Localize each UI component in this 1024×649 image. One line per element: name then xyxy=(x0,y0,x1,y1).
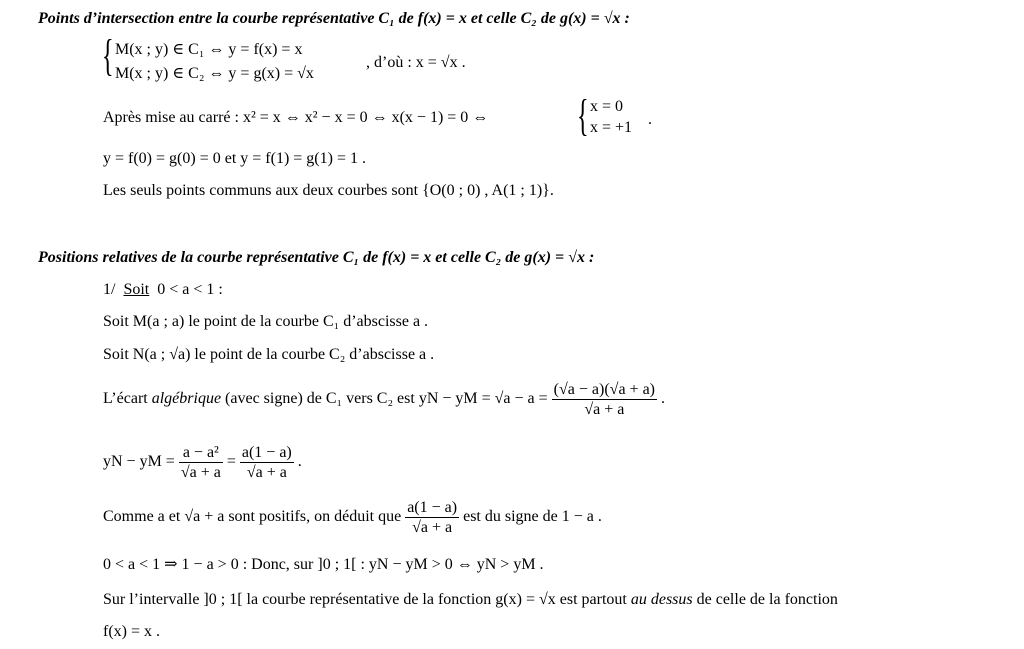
case-word: Soit xyxy=(123,281,150,298)
final-line xyxy=(103,590,838,610)
difference-fraction-2 xyxy=(240,443,294,482)
sign-fraction-denominator: √a + a xyxy=(412,519,453,536)
gap-line xyxy=(103,380,665,419)
gap-text-1: L’écart xyxy=(103,390,148,408)
point-M-line: Soit M(a ; a) le point de la courbe C₁ d’abscisse a . xyxy=(103,313,429,330)
section2-title: Positions relatives de la courbe représentative C₁ de f(x) = x et celle C₂ de g(x) = √x : xyxy=(38,249,595,266)
gap-fraction-denominator: √a + a xyxy=(584,401,625,418)
difference-lhs: yN − yM = xyxy=(103,453,175,471)
case-label: 1/ xyxy=(103,281,116,298)
difference-fraction-2-denominator: √a + a xyxy=(246,464,287,481)
difference-end: . xyxy=(297,453,302,471)
system-brace: { xyxy=(102,31,114,80)
final-above: au dessus xyxy=(630,591,693,608)
difference-equals: = xyxy=(226,453,236,471)
sign-text-2: est du signe de 1 − a . xyxy=(463,508,602,526)
sign-text-1: Comme a et √a + a sont positifs, on déduit que xyxy=(103,508,402,526)
difference-fraction-1 xyxy=(179,443,223,482)
final-line-2: f(x) = x . xyxy=(103,623,161,640)
difference-line xyxy=(103,443,302,482)
values-line: y = f(0) = g(0) = 0 et y = f(1) = g(1) = 1 . xyxy=(103,150,366,167)
square-equation: Après mise au carré : x² = x ⇔ x² − x = 0 ⇔ x(x − 1) = 0 ⇔ xyxy=(103,109,489,126)
system-conclusion: , d’où : x = √x . xyxy=(366,54,466,71)
difference-fraction-1-denominator: √a + a xyxy=(180,464,221,481)
solution-2: x = +1 xyxy=(590,119,633,136)
sign-line xyxy=(103,498,602,537)
gap-fraction xyxy=(552,380,657,419)
difference-fraction-2-numerator: a(1 − a) xyxy=(241,444,292,461)
system-line-2: M(x ; y) ∈ C₂ ⇔ y = g(x) = √x xyxy=(115,65,314,82)
solution-brace: { xyxy=(577,91,589,140)
gap-fraction-numerator: (√a − a)(√a + a) xyxy=(553,381,655,398)
case-condition: 0 < a < 1 : xyxy=(157,281,223,298)
gap-end: . xyxy=(661,390,665,408)
final-text-1: Sur l’intervalle ]0 ; 1[ la courbe représentative de la fonction g(x) = √x est partout xyxy=(103,591,627,608)
gap-text-2: (avec signe) de C₁ vers C₂ est yN − yM = √a − a = xyxy=(225,390,548,408)
conclusion-line: 0 < a < 1 ⇒ 1 − a > 0 : Donc, sur ]0 ; 1[ : yN − yM > 0 ⇔ yN > yM . xyxy=(103,556,544,573)
case-header xyxy=(103,280,223,300)
section1-title: Points d’intersection entre la courbe représentative C₁ de f(x) = x et celle C₂ de g(x) = √x : xyxy=(38,10,630,27)
solution-1: x = 0 xyxy=(590,98,624,115)
sign-fraction xyxy=(405,498,459,537)
solution-end: . xyxy=(648,111,652,128)
difference-fraction-1-numerator: a − a² xyxy=(179,443,223,463)
final-text-2: de celle de la fonction xyxy=(696,591,838,608)
gap-text-algebraic: algébrique xyxy=(151,390,222,408)
point-N-line: Soit N(a ; √a) le point de la courbe C₂ d’abscisse a . xyxy=(103,346,435,363)
system-line-1: M(x ; y) ∈ C₁ ⇔ y = f(x) = x xyxy=(115,41,303,58)
sign-fraction-numerator: a(1 − a) xyxy=(407,499,458,516)
common-points: Les seuls points communs aux deux courbes sont {O(0 ; 0) , A(1 ; 1)}. xyxy=(103,182,554,199)
